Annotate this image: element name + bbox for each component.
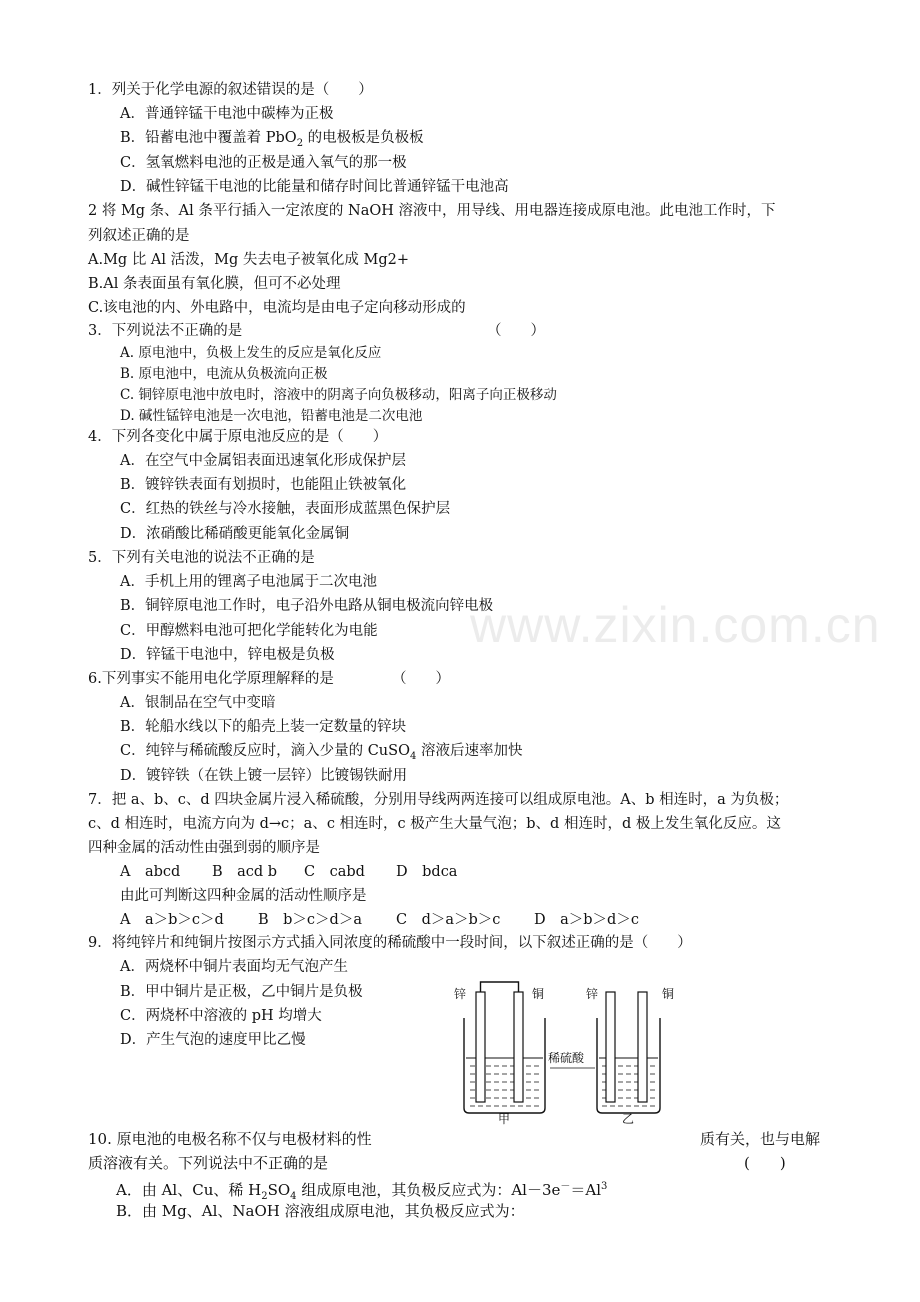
q1-stem: 1．列关于化学电源的叙述错误的是（ ） xyxy=(88,82,373,98)
q9-option-b: B．甲中铜片是正极，乙中铜片是负极 xyxy=(120,984,363,1000)
q5-stem: 5．下列有关电池的说法不正确的是 xyxy=(88,550,315,566)
q7-opt1-b: B acd b xyxy=(212,864,278,880)
q4-option-b: B．镀锌铁表面有划损时，也能阻止铁被氧化 xyxy=(120,477,407,493)
q6-answer-paren: （ ） xyxy=(392,671,450,687)
q7-opt1-a: A abcd xyxy=(120,864,181,880)
label-copper-1: 铜 xyxy=(532,987,545,1001)
q1-option-d: D．碱性锌锰干电池的比能量和储存时间比普通锌锰干电池高 xyxy=(120,179,509,195)
q7-opt1-d: D bdca xyxy=(396,864,458,880)
q4-option-a: A．在空气中金属铝表面迅速氧化形成保护层 xyxy=(120,453,406,469)
q10-stem-right: 质有关，也与电解 xyxy=(700,1130,821,1148)
q7-options-row2 xyxy=(120,910,639,930)
q2-stem-line1: 2 将 Mg 条、Al 条平行插入一定浓度的 NaOH 溶液中，用导线、用电器连接成原电池。此电池工作时，下 xyxy=(88,203,776,219)
beaker-yi xyxy=(597,992,660,1113)
q5-option-a: A．手机上用的锂离子电池属于二次电池 xyxy=(120,574,377,590)
label-zinc-2: 锌 xyxy=(586,987,599,1001)
label-copper-2: 铜 xyxy=(662,987,675,1001)
q7-stem-line3: 四种金属的活动性由强到弱的顺序是 xyxy=(88,840,320,856)
q7-mid-text: 由此可判断这四种金属的活动性顺序是 xyxy=(120,888,367,904)
q4-option-d: D．浓硝酸比稀硝酸更能氧化金属铜 xyxy=(120,526,350,542)
q10-option-b: B．由 Mg、Al、NaOH 溶液组成原电池，其负极反应式为： xyxy=(116,1202,525,1220)
label-jia: 甲 xyxy=(498,1112,511,1125)
q3-option-c: C. 铜锌原电池中放电时，溶液中的阴离子向负极移动，阳离子向正极移动 xyxy=(120,387,557,403)
q2-option-b: B.Al 条表面虽有氧化膜，但可不必处理 xyxy=(88,276,341,292)
q7-stem-line2: c、d 相连时，电流方向为 d→c；a、c 相连时，c 极产生大量气泡；b、d 相连时，d 极上发生氧化反应。这 xyxy=(88,816,781,832)
q6-option-b: B．轮船水线以下的船壳上装一定数量的锌块 xyxy=(120,719,407,735)
q1-option-b: B．铅蓄电池中覆盖着 PbO$_2$ 的电极板是负极板 xyxy=(120,130,424,149)
q1-option-c: C．氢氧燃料电池的正极是通入氧气的那一极 xyxy=(120,155,407,171)
label-dilute-acid: 稀硫酸 xyxy=(548,1051,585,1065)
q9-option-c: C．两烧杯中溶液的 pH 均增大 xyxy=(120,1008,322,1024)
q3-option-d: D. 碱性锰锌电池是一次电池，铅蓄电池是二次电池 xyxy=(120,408,423,424)
q3-stem: 3．下列说法不正确的是 xyxy=(88,323,243,339)
q2-option-a: A.Mg 比 Al 活泼，Mg 失去电子被氧化成 Mg2+ xyxy=(88,252,409,268)
q2-stem-line2: 列叙述正确的是 xyxy=(88,228,190,244)
q4-stem: 4．下列各变化中属于原电池反应的是（ ） xyxy=(88,429,388,445)
q6-option-a: A．银制品在空气中变暗 xyxy=(120,695,276,711)
q10-option-a: A．由 Al、Cu、稀 $H_2SO_4$ 组成原电池，其负极反应式为：$Al-3e^-=Al^3$ xyxy=(116,1181,608,1202)
q7-stem-line1: 7．把 a、b、c、d 四块金属片浸入稀硫酸，分别用导线两两连接可以组成原电池。A、b 相连时，a 为负极； xyxy=(88,792,789,808)
label-zinc-1: 锌 xyxy=(454,987,467,1001)
q7-opt2-b: B b＞c＞d＞a xyxy=(258,912,362,928)
q9-stem: 9．将纯锌片和纯铜片按图示方式插入同浓度的稀硫酸中一段时间，以下叙述正确的是（ ） xyxy=(88,935,692,951)
q5-option-c: C．甲醇燃料电池可把化学能转化为电能 xyxy=(120,623,378,639)
q2-option-c: C.该电池的内、外电路中，电流均是由电子定向移动形成的 xyxy=(88,300,466,316)
q5-option-b: B．铜锌原电池工作时，电子沿外电路从铜电极流向锌电极 xyxy=(120,598,494,614)
label-yi: 乙 xyxy=(622,1112,635,1125)
q6-option-c: C．纯锌与稀硫酸反应时，滴入少量的 CuSO$_4$ 溶液后速率加快 xyxy=(120,743,523,762)
q9-option-a: A．两烧杯中铜片表面均无气泡产生 xyxy=(120,959,348,975)
q3-answer-paren: （ ） xyxy=(487,323,545,339)
q7-options-row1 xyxy=(120,862,457,882)
q1-option-a: A．普通锌锰干电池中碳棒为正极 xyxy=(120,106,334,122)
q10-answer-paren: ( ) xyxy=(744,1154,786,1172)
q6-stem: 6.下列事实不能用电化学原理解释的是 xyxy=(88,671,334,687)
q9-option-d: D．产生气泡的速度甲比乙慢 xyxy=(120,1032,306,1048)
q3-option-a: A. 原电池中，负极上发生的反应是氧化反应 xyxy=(120,345,382,361)
q10-stem-line2: 质溶液有关。下列说法中不正确的是 xyxy=(88,1154,329,1172)
q4-option-c: C．红热的铁丝与冷水接触，表面形成蓝黑色保护层 xyxy=(120,501,451,517)
q7-opt2-a: A a＞b＞c＞d xyxy=(120,912,224,928)
q5-option-d: D．锌锰干电池中，锌电极是负极 xyxy=(120,647,335,663)
q7-opt2-d: D a＞b＞d＞c xyxy=(534,912,639,928)
watermark: www.zixin.com.cn xyxy=(470,597,881,653)
q6-option-d: D．镀锌铁（在铁上镀一层锌）比镀锡铁耐用 xyxy=(120,768,408,784)
q7-opt1-c: C cabd xyxy=(304,864,365,880)
q3-option-b: B. 原电池中，电流从负极流向正极 xyxy=(120,366,328,382)
beaker-jia xyxy=(464,982,545,1113)
q7-opt2-c: C d＞a＞b＞c xyxy=(396,912,501,928)
galvanic-cell-figure xyxy=(450,980,750,1125)
q10-stem-left: 10. 原电池的电极名称不仅与电极材料的性 xyxy=(88,1130,372,1148)
